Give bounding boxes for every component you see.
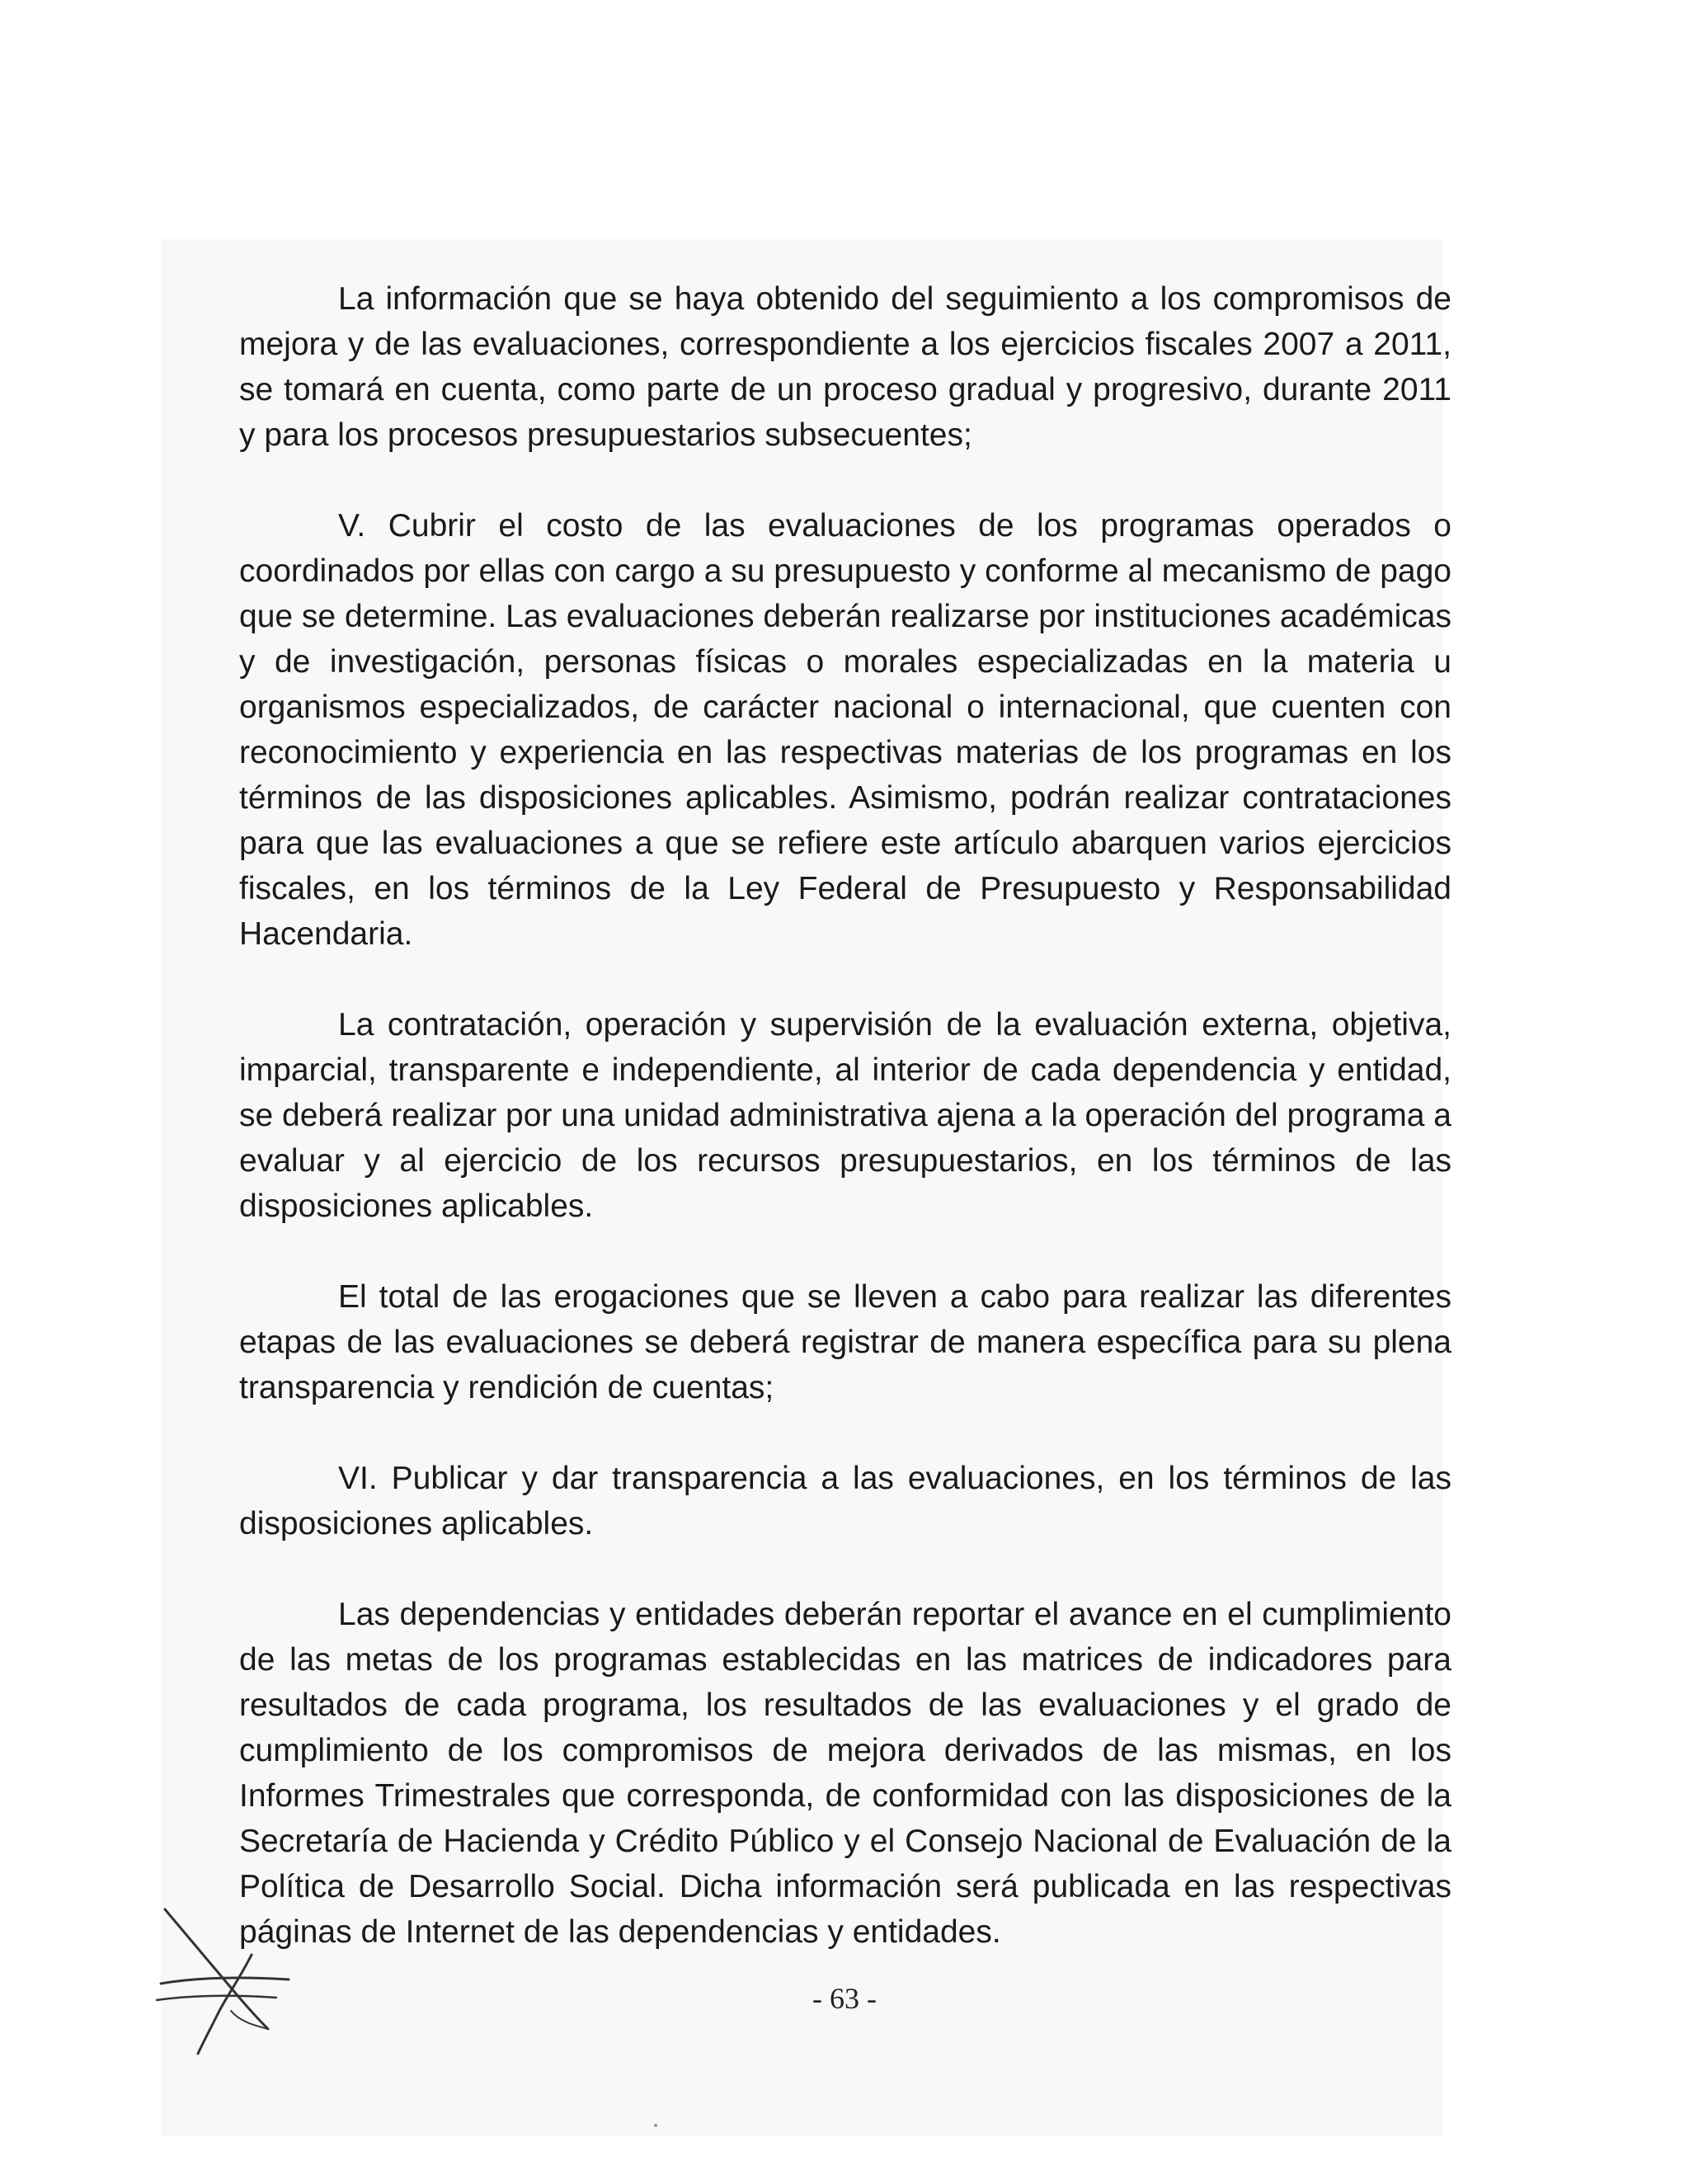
paragraph-3: La contratación, operación y supervisión de la evaluación externa, objetiva, imparcial, transparente e independiente, al interior de cada dependencia y entidad, se deberá realizar por una unidad administrativa ajena a la operación del programa a evaluar y al ejercicio de los recursos presupuestarios, en los términos de las disposiciones aplicables. (239, 1007, 1451, 1224)
paragraph-4: El total de las erogaciones que se lleven a cabo para realizar las diferentes etapas de las evaluaciones se deberá registrar de manera específica para su plena transparencia y rendición de cuentas; (239, 1279, 1451, 1405)
paragraph-6: Las dependencias y entidades deberán reportar el avance en el cumplimiento de las metas de los programas establecidas en las matrices de indicadores para resultados de cada programa, los resultados de las evaluaciones y el grado de cumplimiento de los compromisos de mejora derivados de las mismas, en los Informes Trimestrales que corresponda, de conformidad con las disposiciones de la Secretaría de Hacienda y Crédito Público y el Consejo Nacional de Evaluación de la Política de Desarrollo Social. Dicha información será publicada en las respectivas páginas de Internet de las dependencias y entidades. (239, 1597, 1451, 1950)
scan-speck (654, 2124, 657, 2127)
paragraph-1: La información que se haya obtenido del seguimiento a los compromisos de mejora y de las evaluaciones, correspondiente a los ejercicios fiscales 2007 a 2011, se tomará en cuenta, como parte de un proceso gradual y progresivo, durante 2011 y para los procesos presupuestarios subsecuentes; (239, 281, 1451, 453)
document-body (239, 276, 1451, 1955)
paragraph-5: VI. Publicar y dar transparencia a las evaluaciones, en los términos de las disposiciones aplicables. (239, 1461, 1451, 1542)
page-number: - 63 - (812, 1982, 877, 2015)
paragraph-2: V. Cubrir el costo de las evaluaciones de los programas operados o coordinados por ellas con cargo a su presupuesto y conforme al mecanismo de pago que se determine. Las evaluaciones deberán realizarse por instituciones académicas y de investigación, personas físicas o morales especializadas en la materia u organismos especializados, de carácter nacional o internacional, que cuenten con reconocimiento y experiencia en las respectivas materias de los programas en los términos de las disposiciones aplicables. Asimismo, podrán realizar contrataciones para que las evaluaciones a que se refiere este artículo abarquen varios ejercicios fiscales, en los términos de la Ley Federal de Presupuesto y Responsabilidad Hacendaria. (239, 508, 1451, 952)
